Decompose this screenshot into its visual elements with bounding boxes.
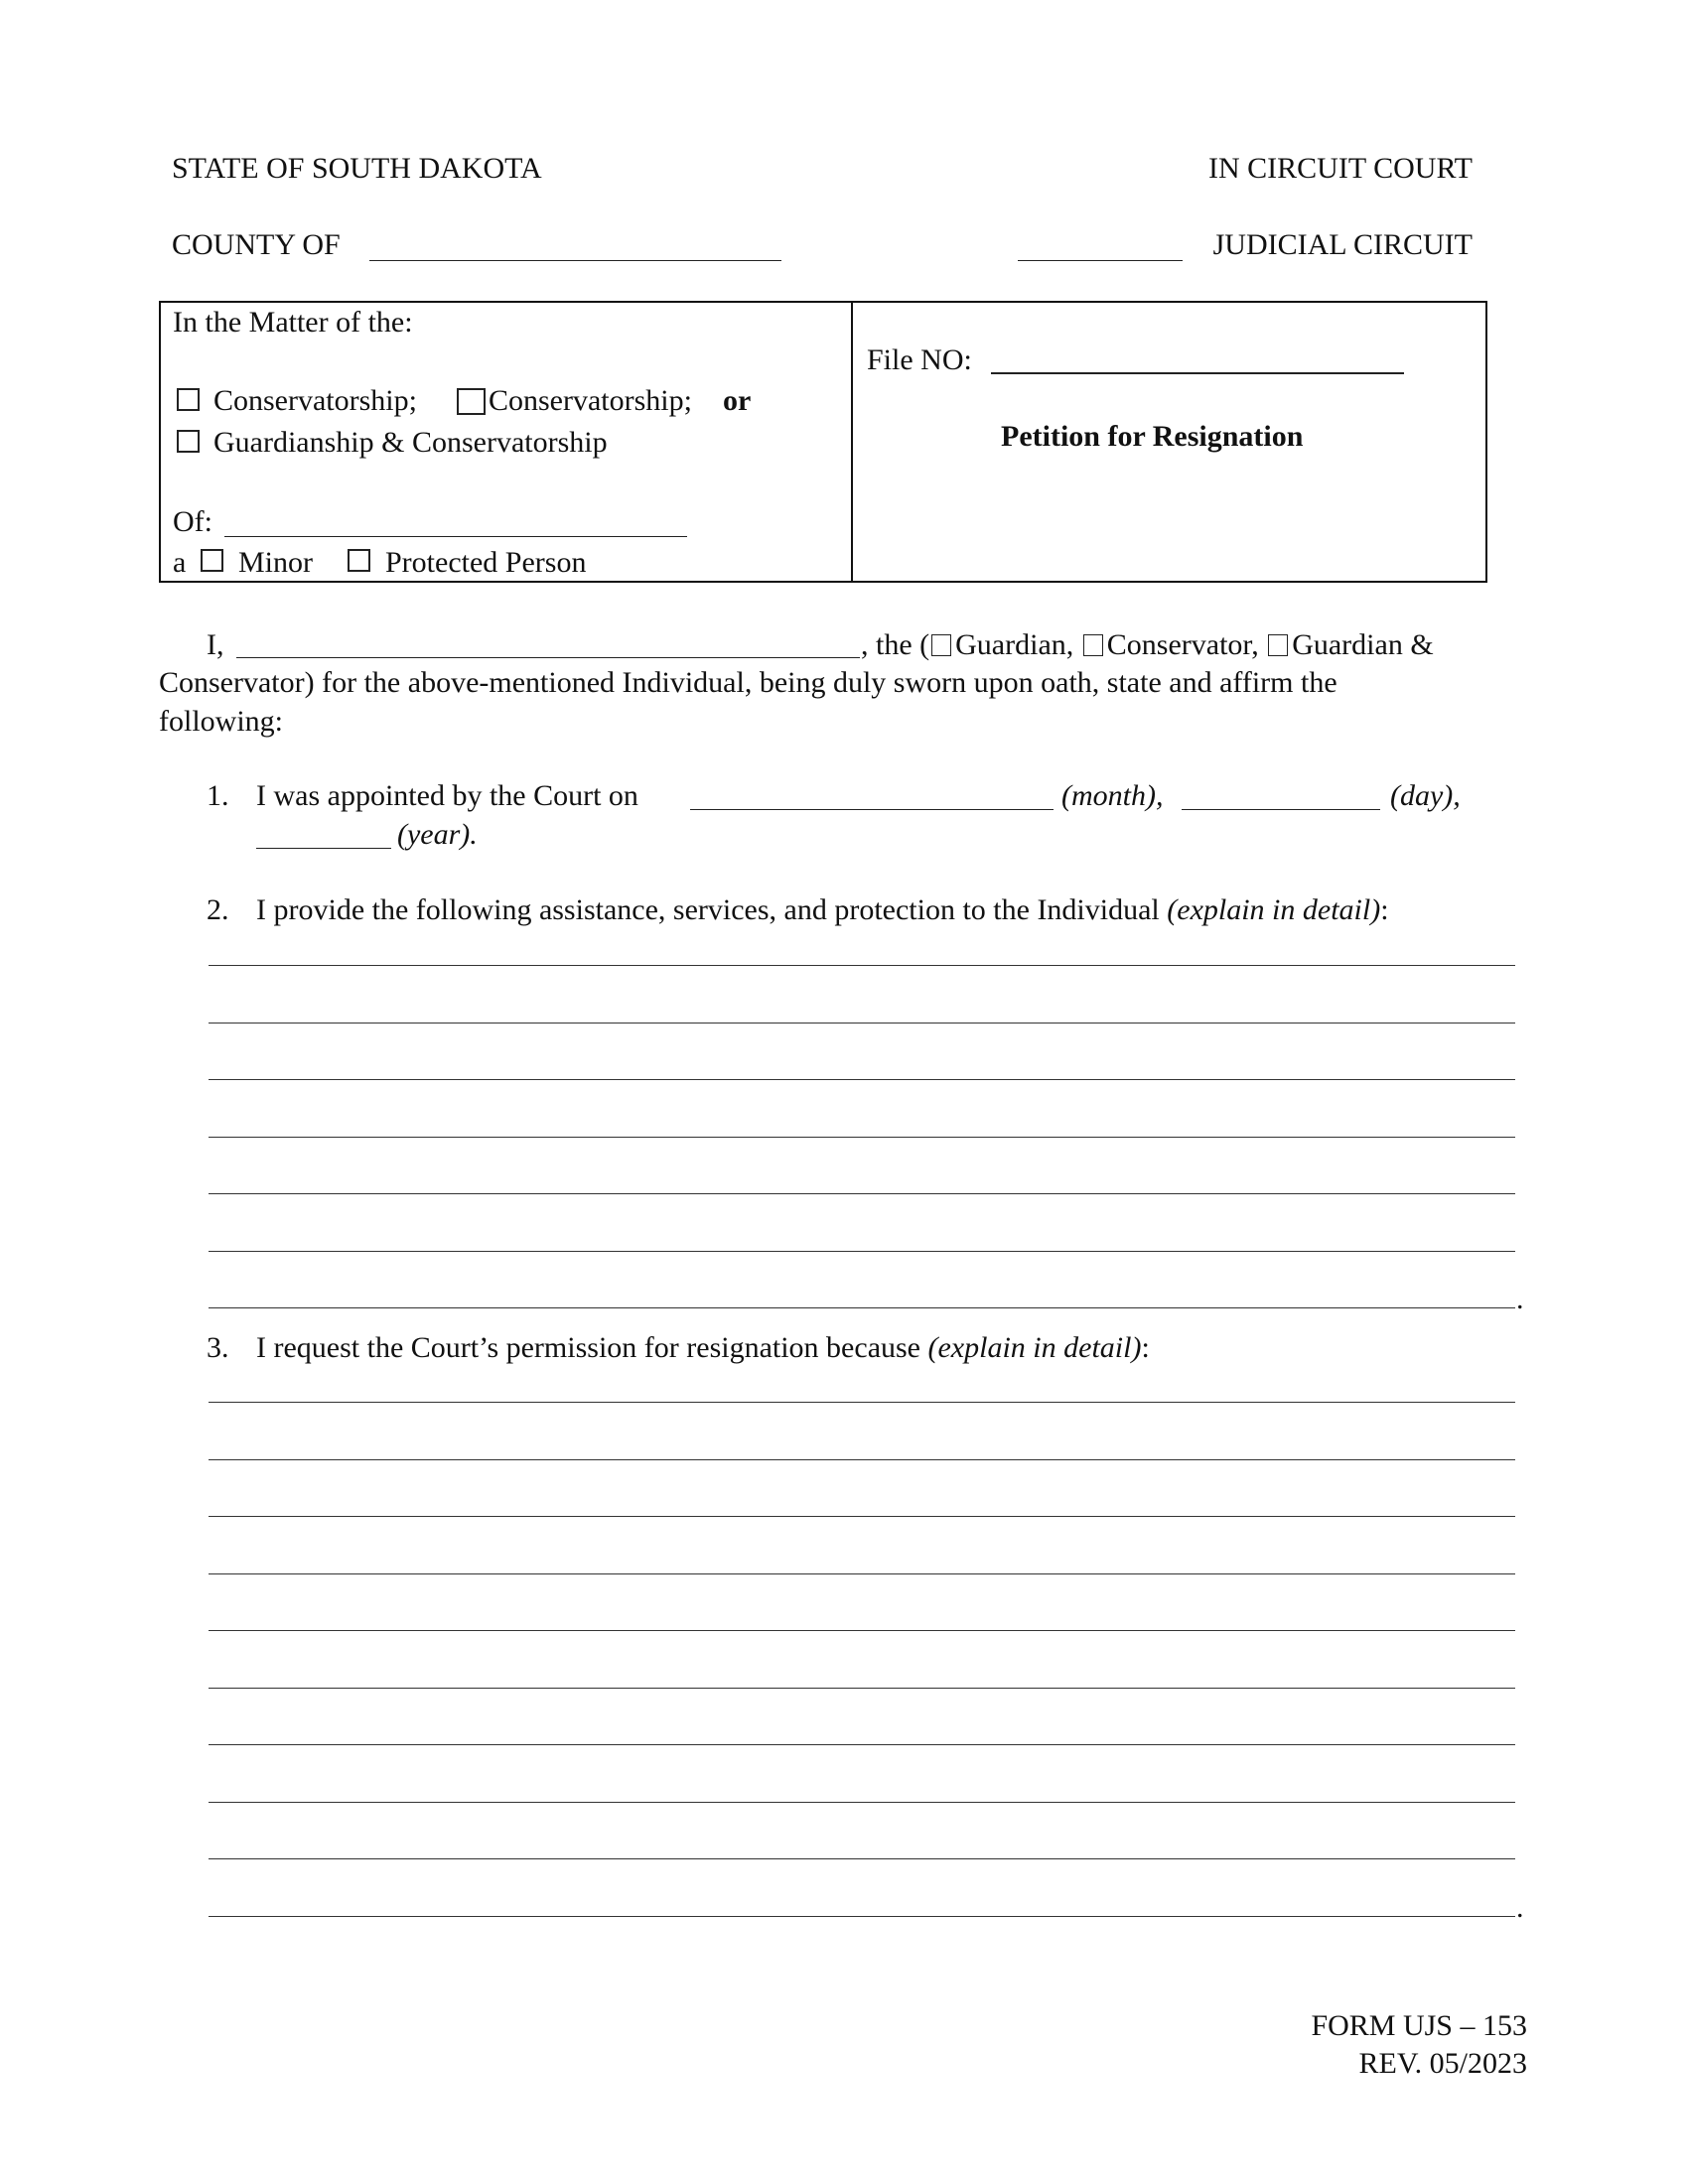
county-input[interactable] <box>369 260 781 261</box>
intro-role-line <box>861 630 1434 660</box>
appointment-month-input[interactable] <box>690 809 1054 810</box>
individual-name-input[interactable] <box>224 536 687 537</box>
appointment-day-input[interactable] <box>1182 809 1380 810</box>
minor-checkbox[interactable] <box>201 549 223 572</box>
guardianship-conservatorship-label: Guardianship & Conservatorship <box>213 426 608 459</box>
reason-line-6[interactable] <box>209 1688 1515 1689</box>
circuit-number-input[interactable] <box>1018 260 1183 261</box>
services-line-4[interactable] <box>209 1137 1515 1138</box>
intro-line-2: Conservator) for the above-mentioned Individual, being duly sworn upon oath, state and affirm the <box>159 666 1337 699</box>
county-label: COUNTY OF <box>172 228 341 261</box>
services-line-6[interactable] <box>209 1251 1515 1252</box>
protected-person-checkbox[interactable] <box>348 549 370 572</box>
document-title: Petition for Resignation <box>1001 420 1304 453</box>
minor-label: Minor <box>238 546 313 579</box>
conservator-role-label: Conservator, <box>1106 628 1259 661</box>
item3-prompt <box>256 1333 1150 1363</box>
conservatorship-label-1: Conservatorship; <box>213 384 417 417</box>
caption-divider <box>851 301 853 583</box>
item2-number: 2. <box>207 893 229 926</box>
conservatorship-checkbox-2[interactable] <box>457 388 486 415</box>
reason-line-10[interactable] <box>209 1916 1515 1917</box>
court-heading: IN CIRCUIT COURT <box>1208 152 1473 185</box>
reason-line-8[interactable] <box>209 1802 1515 1803</box>
item1-text: I was appointed by the Court on <box>256 779 638 812</box>
matter-label: In the Matter of the: <box>173 306 413 339</box>
reason-line-3[interactable] <box>209 1516 1515 1517</box>
reason-line-2[interactable] <box>209 1459 1515 1460</box>
conservatorship-checkbox-1[interactable] <box>177 388 200 411</box>
services-line-7[interactable] <box>209 1307 1515 1308</box>
reason-line-7[interactable] <box>209 1744 1515 1745</box>
item3-number: 3. <box>207 1331 229 1364</box>
guardian-conservator-role-label: Guardian & <box>1292 628 1434 661</box>
form-revision: REV. 05/2023 <box>1358 2047 1527 2080</box>
reason-line-5[interactable] <box>209 1630 1515 1631</box>
year-hint: (year). <box>397 818 478 851</box>
of-label: Of: <box>173 505 212 538</box>
intro-line-3: following: <box>159 705 283 738</box>
file-no-input[interactable] <box>991 372 1404 374</box>
petitioner-name-input[interactable] <box>236 657 860 658</box>
the-label: , the ( <box>861 628 930 661</box>
intro-i-label: I, <box>207 628 224 661</box>
appointment-year-input[interactable] <box>256 848 391 849</box>
file-no-label: File NO: <box>867 343 972 376</box>
services-line-3[interactable] <box>209 1079 1515 1080</box>
reason-line-9[interactable] <box>209 1858 1515 1859</box>
guardian-role-checkbox[interactable] <box>931 634 951 656</box>
reason-line-4[interactable] <box>209 1573 1515 1574</box>
day-hint: (day), <box>1390 779 1461 812</box>
a-label: a <box>173 546 187 579</box>
conservatorship-label-2: Conservatorship; <box>489 384 692 417</box>
item3-hint: (explain in detail) <box>927 1331 1142 1364</box>
judicial-circuit-label: JUDICIAL CIRCUIT <box>1212 228 1473 261</box>
services-line-1[interactable] <box>209 965 1515 966</box>
conservator-role-checkbox[interactable] <box>1083 634 1103 656</box>
item2-prompt <box>256 895 1389 925</box>
state-heading: STATE OF SOUTH DAKOTA <box>172 152 542 185</box>
reason-line-1[interactable] <box>209 1402 1515 1403</box>
or-label: or <box>723 384 752 417</box>
services-end-period: . <box>1516 1283 1524 1315</box>
item2-text: I provide the following assistance, services, and protection to the Individual <box>256 893 1160 926</box>
month-hint: (month), <box>1061 779 1164 812</box>
item3-colon: : <box>1141 1331 1150 1364</box>
item2-colon: : <box>1380 893 1389 926</box>
item2-hint: (explain in detail) <box>1167 893 1381 926</box>
guardian-conservator-role-checkbox[interactable] <box>1268 634 1288 656</box>
form-number: FORM UJS – 153 <box>1311 2009 1527 2042</box>
services-line-2[interactable] <box>209 1023 1515 1024</box>
item3-text: I request the Court’s permission for resignation because <box>256 1331 920 1364</box>
guardian-role-label: Guardian, <box>955 628 1074 661</box>
protected-person-label: Protected Person <box>385 546 587 579</box>
guardianship-conservatorship-checkbox[interactable] <box>177 430 200 453</box>
services-line-5[interactable] <box>209 1193 1515 1194</box>
reason-end-period: . <box>1516 1891 1524 1924</box>
item1-number: 1. <box>207 779 229 812</box>
